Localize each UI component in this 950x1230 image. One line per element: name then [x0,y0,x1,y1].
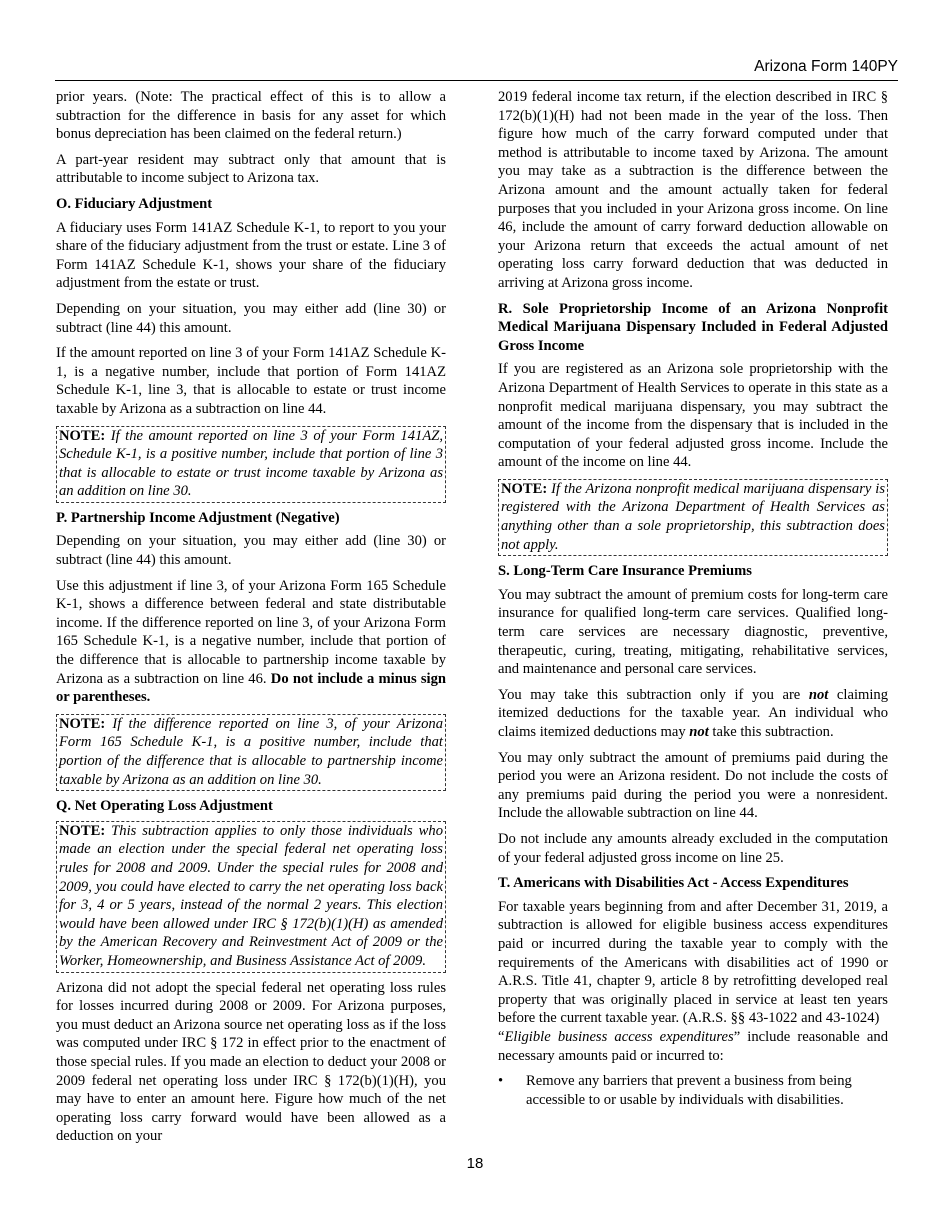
note-text: This subtraction applies to only those individuals who made an election under the special federal net operating loss rules for 2008 and 2009. Under the special rules for 2008 and 2009, you could have elected to carry the net operating loss back for 3, 4 or 5 years, instead of the normal 2 years. This election would have been allowed under IRC § 172(b)(1)(H) as amended by the American Recovery and Reinvestment Act of 2009 or the Worker, Homeownership, and Business Assistance Act of 2009. [59,822,443,969]
note-box [498,479,888,556]
paragraph: You may subtract the amount of premium costs for long-term care insurance for qualified long-term care services. Qualified long-term care services are necessary diagnostic, preventive, therapeutic, curing, treating, mitigating, rehabilitative services, and maintenance and personal care services. [498,586,888,678]
paragraph: 2019 federal income tax return, if the election described in IRC § 172(b)(1)(H) had not been made in the year of the loss. Then figure how much of the carry forward computed under that method is attributable to income taxed by Arizona. The amount you may take as a subtraction is the difference between the Arizona amount and the amount actually taken for federal purposes that you included in your Arizona gross income. On line 46, include the amount of carry forward deduction allowable on your Arizona return that exceeds the actual amount of net operating loss carry forward deduction that was deducted in arriving at Arizona gross income. [498,89,888,291]
paragraph: A part-year resident may subtract only that amount that is attributable to income subject to Arizona tax. [56,151,446,187]
emphasis-not: not [808,686,829,703]
bullet-item [498,1072,888,1109]
note-label: NOTE: [59,715,106,732]
paragraph: If the amount reported on line 3 of your Form 141AZ Schedule K-1, is a negative number, include that portion of Form 141AZ Schedule K-1, line 3, that is allocable to estate or trust income taxable by Arizona as a subtraction on line 44. [56,345,446,417]
note-label: NOTE: [59,822,106,839]
section-heading-s: S. Long-Term Care Insurance Premiums [498,563,752,580]
paragraph-text: You may take this subtraction only if you are [498,686,809,703]
paragraph [498,686,888,742]
quote-mark: “ [498,1028,505,1045]
note-label: NOTE: [501,480,548,497]
section-heading-q: Q. Net Operating Loss Adjustment [56,798,273,815]
note-label: NOTE: [59,427,106,444]
note-text: If the Arizona nonprofit medical marijuana dispensary is registered with the Arizona Department of Health Services as anything other than a sole proprietorship, this subtraction does not apply. [501,480,885,553]
bullet-icon: • [498,1073,504,1090]
note-text: If the amount reported on line 3 of your Form 141AZ, Schedule K-1, is a positive number, include that portion of line 3 that is allocable to estate or trust income taxable by Arizona as an addition on line 30. [59,427,443,500]
paragraph-text: take this subtraction. [708,724,834,740]
paragraph: Depending on your situation, you may either add (line 30) or subtract (line 44) this amount. [56,533,446,569]
paragraph: A fiduciary uses Form 141AZ Schedule K-1, to report to you your share of the fiduciary adjustment from the trust or estate. Line 3 of Form 141AZ Schedule K-1, shows your share of the fiduciary adjustment from the estate or trust. [56,219,446,292]
left-column [56,88,446,1153]
form-title: Arizona Form 140PY [754,58,898,75]
note-box [56,426,446,503]
section-heading-p: P. Partnership Income Adjustment (Negative) [56,509,340,526]
paragraph: You may only subtract the amount of premiums paid during the period you were an Arizona resident. Do not include the costs of any premiums paid during the period you were a nonresident. Include the allowable subtraction on line 44. [498,749,888,822]
section-heading-r: R. Sole Proprietorship Income of an Arizona Nonprofit Medical Marijuana Dispensary Included in Federal Adjusted Gross Income [498,300,888,354]
paragraph-text: ” include reasonable and necessary amounts paid or incurred to: [498,1028,888,1064]
bullet-text: Remove any barriers that prevent a business from being accessible to or usable by individuals with disabilities. [526,1073,852,1108]
right-column [498,88,888,1109]
note-text: If the difference reported on line 3, of your Arizona Form 165 Schedule K-1, is a positive number, include that portion of the difference that is allocable to partnership income taxable by Arizona as an addition on line 30. [59,715,443,788]
paragraph: prior years. (Note: The practical effect of this is to allow a subtraction for the difference in basis for any asset for which bonus depreciation has been claimed on the federal return.) [56,89,446,143]
paragraph: If you are registered as an Arizona sole proprietorship with the Arizona Department of Health Services to operate in this state as a nonprofit medical marijuana dispensary, you may subtract the amount of the income from the dispensary that is included in the computation of your federal adjusted gross income. Include the amount of the income on line 44. [498,361,888,471]
paragraph: For taxable years beginning from and after December 31, 2019, a subtraction is allowed for eligible business access expenditures paid or incurred during the taxable year to comply with the requirements of the Americans with disabilities act of 1990 or A.R.S. Title 41, chapter 9, article 8 by retrofitting developed real property that was originally placed in service at least ten years before the current taxable year. (A.R.S. §§ 43-1022 and 43-1024) [498,898,888,1027]
paragraph: Do not include any amounts already excluded in the computation of your federal adjusted gross income on line 25. [498,830,888,866]
paragraph [56,577,446,707]
paragraph [498,1028,888,1065]
defined-term: Eligible business access expenditures [504,1028,734,1045]
paragraph: Depending on your situation, you may either add (line 30) or subtract (line 44) this amount. [56,300,446,336]
note-box [56,714,446,791]
emphasis-not: not [689,724,709,740]
emphasis-text: Do not include a minus sign or parentheses. [56,670,447,706]
section-heading-t: T. Americans with Disabilities Act - Access Expenditures [498,875,849,892]
page-header [55,56,898,81]
note-box [56,821,446,973]
paragraph: Arizona did not adopt the special federal net operating loss rules for losses incurred during 2008 or 2009. For Arizona purposes, you must deduct an Arizona source net operating loss as if the loss was computed under IRC § 172 in effect prior to the enactment of those special rules. If you made an election to deduct your 2008 or 2009 federal net operating loss under IRC § 172(b)(1)(H), you may have to enter an amount here. Figure how much of the net operating loss carry forward would have been allowed as a deduction on your [56,979,446,1145]
paragraph-text: Use this adjustment if line 3, of your Arizona Form 165 Schedule K-1, shows a difference between federal and state distributable income. If the difference reported on line 3, of your Arizona Form 165 Schedule K-1, is a negative number, include that portion of the difference that is allocable to partnership income taxable by Arizona as a subtraction on line 46. [56,577,446,687]
section-heading-o: O. Fiduciary Adjustment [56,195,213,212]
paragraph-text: claiming itemized deductions for the taxable year. An individual who claims itemized deductions may [498,686,888,740]
page-number: 18 [466,1155,484,1172]
